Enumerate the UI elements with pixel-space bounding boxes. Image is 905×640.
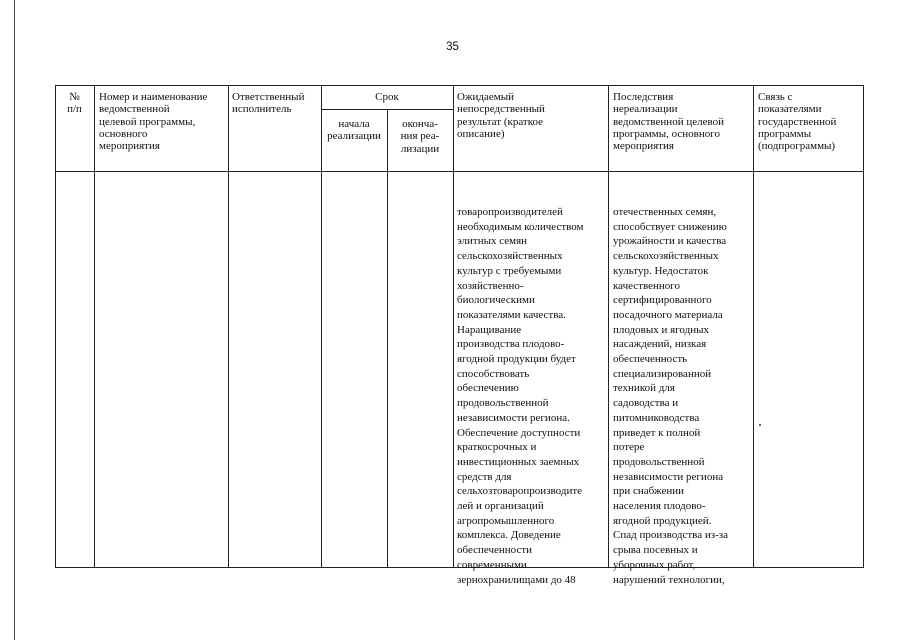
page-left-edge bbox=[14, 0, 15, 640]
col-border bbox=[453, 85, 454, 568]
col-border bbox=[753, 85, 754, 568]
col-border bbox=[321, 85, 322, 568]
col-border bbox=[94, 85, 95, 568]
header-expected-result: Ожидаемый непосредственный результат (краткое описание) bbox=[457, 91, 545, 140]
header-term-start: начала реализации bbox=[327, 118, 381, 143]
header-bottom-border bbox=[55, 171, 863, 172]
page-number: 35 bbox=[446, 41, 459, 53]
col-border bbox=[55, 85, 56, 568]
col-border bbox=[863, 85, 864, 568]
program-table bbox=[55, 85, 863, 586]
header-program: Номер и наименование ведомственной целевой программы, основного мероприятия bbox=[99, 91, 208, 153]
col-border bbox=[608, 85, 609, 568]
header-consequences: Последствия нереализации ведомственной целевой программы, основного мероприятия bbox=[613, 91, 724, 153]
cell-expected-result: товаропроизводителей необходимым количеством элитных семян сельскохозяйственных культур с требуемыми хозяйственно- биологическими показателями качества. Наращивание производства плодово- ягодной продукции будет способствовать обеспечению продовольственной независимости региона. Обеспечение доступности краткосрочных и инвестиционных заемных средств для сельхозтоваропроизводите лей и организаций агропромышленного комплекса. Доведение обеспеченности современными зернохранилищами до 48 bbox=[457, 206, 584, 586]
cell-consequences: отечественных семян, способствует снижению урожайности и качества сельскохозяйственных культур. Недостаток качественного сертифицированного посадочного материала плодовых и ягодных насаждений, низкая обеспеченность специализированной техникой для садоводства и питомниководства приведет к полной потере продовольственной независимости региона при снабжении населения плодово- ягодной продукцией. Спад производства из-за срыва посевных и уборочных работ, нарушений технологии, bbox=[613, 206, 728, 586]
header-term-end: оконча- ния реа- лизации bbox=[400, 118, 440, 155]
header-no: № п/п bbox=[67, 91, 82, 116]
table-top-border bbox=[55, 85, 863, 86]
header-term: Срок bbox=[375, 91, 399, 103]
stray-mark bbox=[759, 424, 761, 426]
header-executor: Ответственный исполнитель bbox=[232, 91, 305, 116]
col-border bbox=[387, 109, 388, 568]
header-indicator-link: Связь с показателями государственной программы (подпрограммы) bbox=[758, 91, 837, 153]
col-border bbox=[228, 85, 229, 568]
